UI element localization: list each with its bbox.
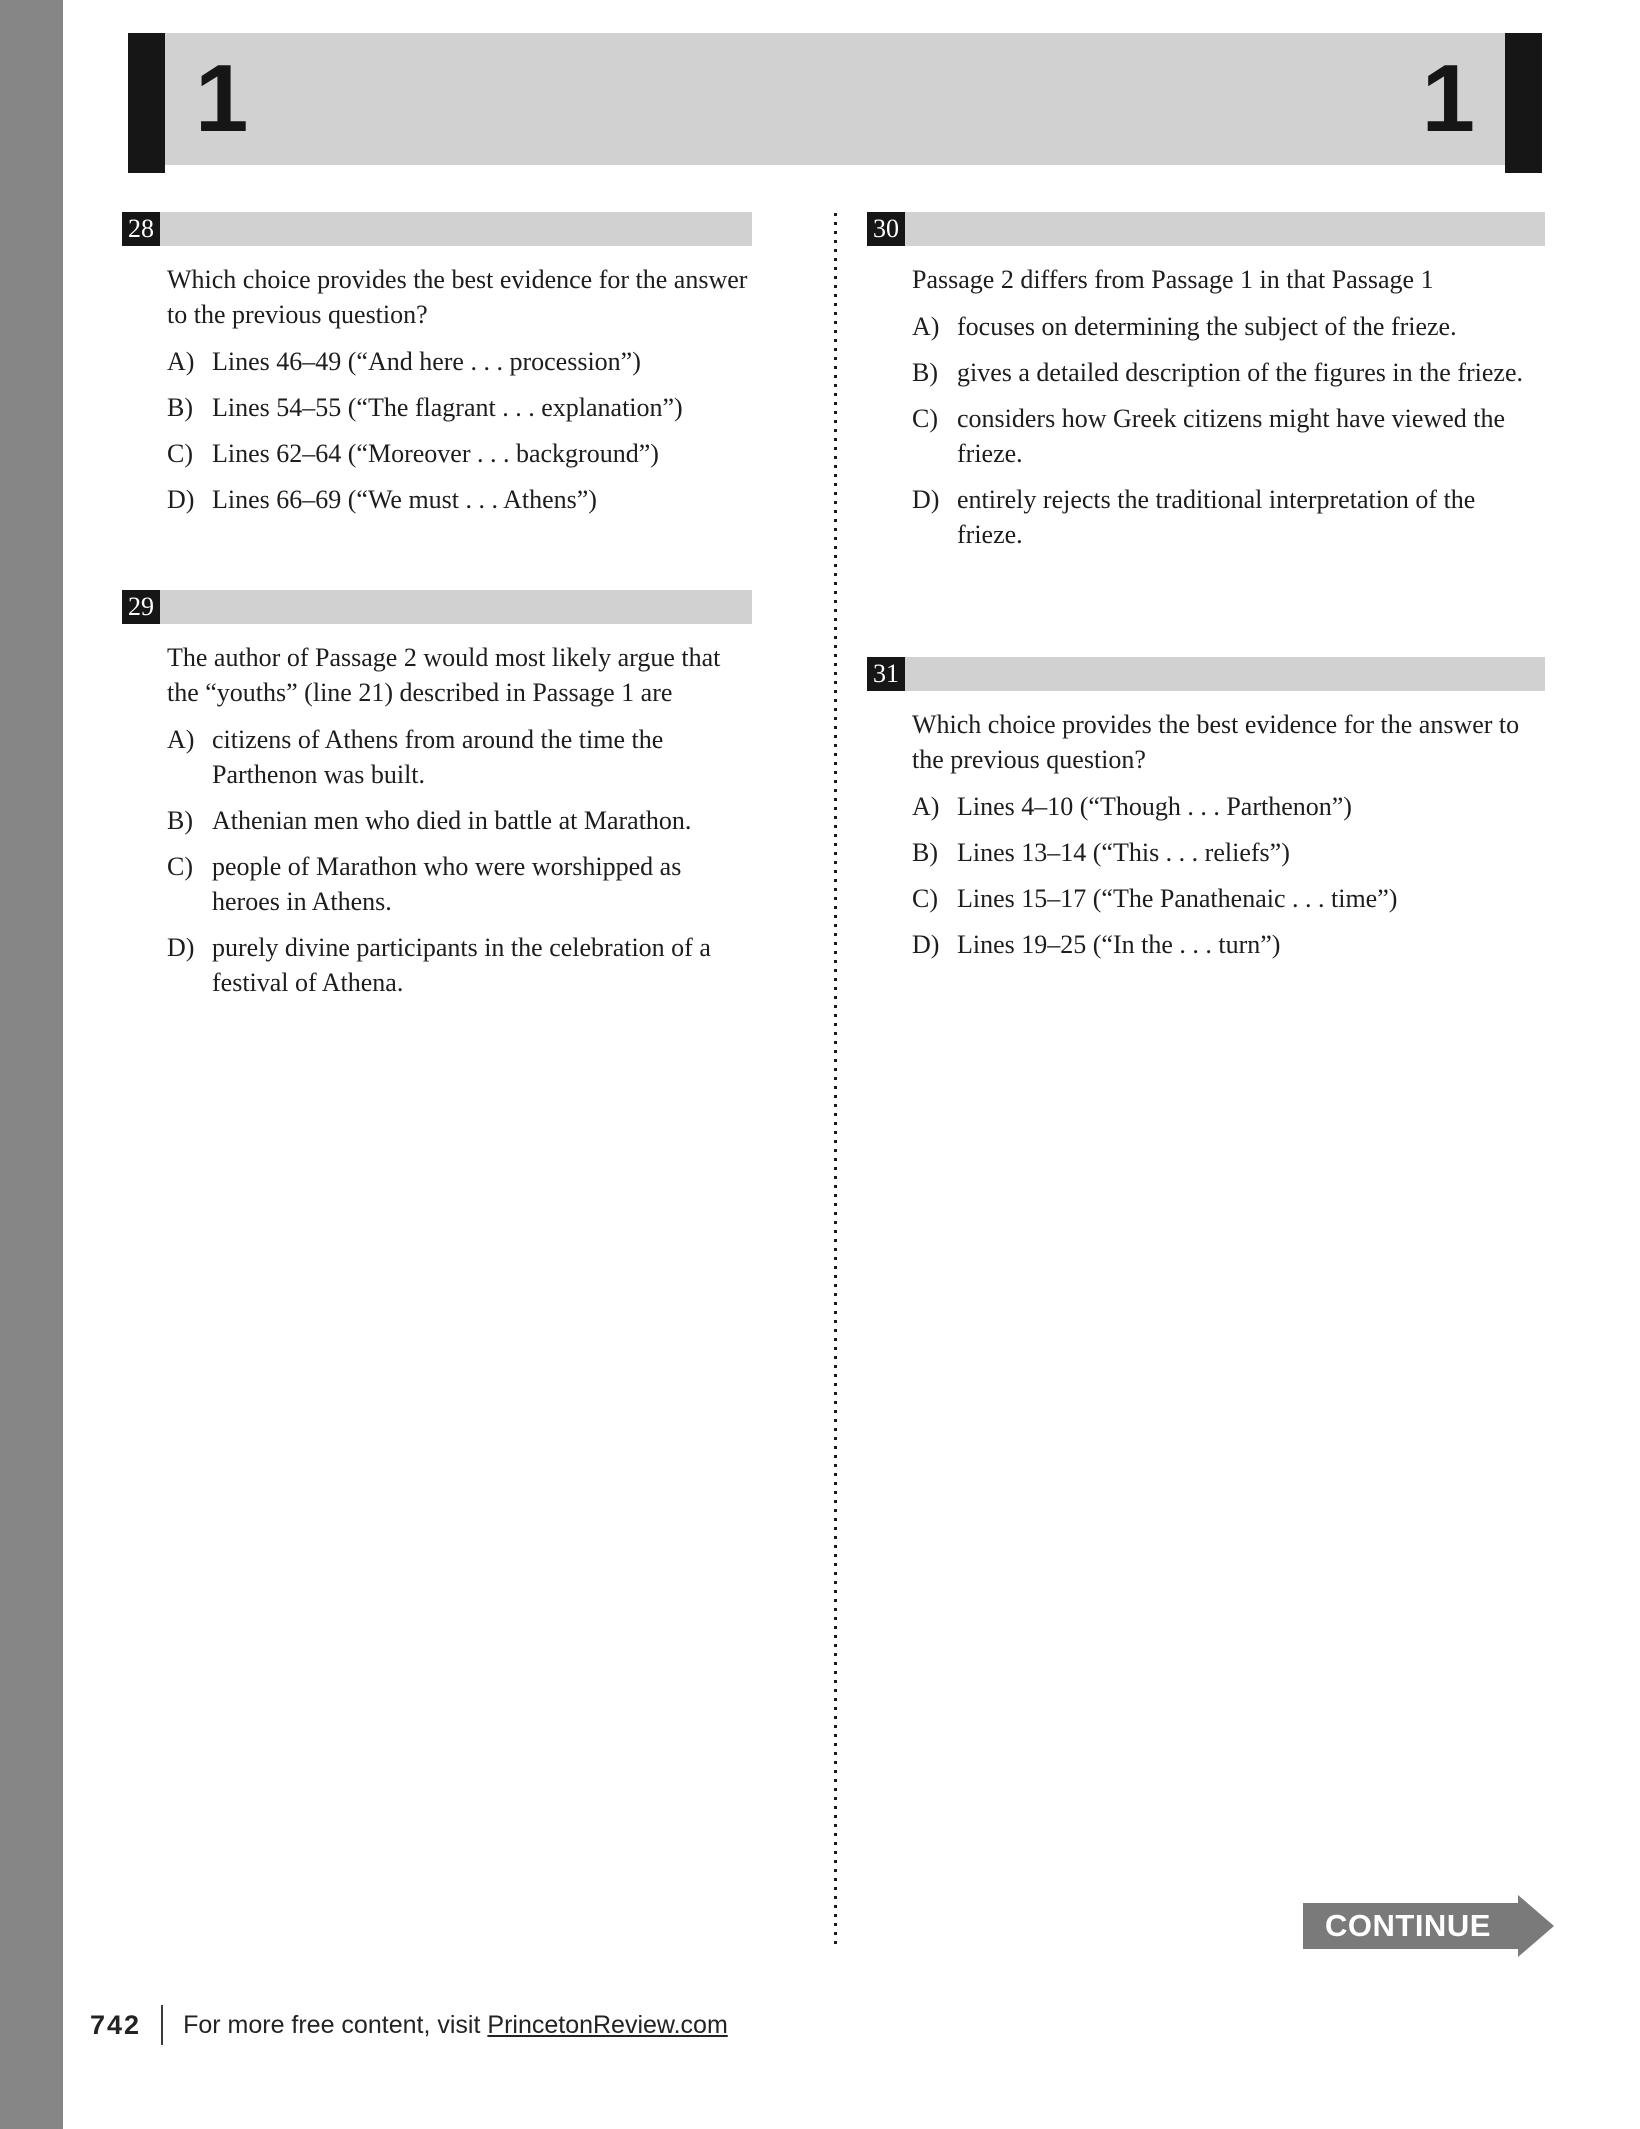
choice-text: Lines 46–49 (“And here . . . procession”) [212,347,641,376]
question-stem: Passage 2 differs from Passage 1 in that Passage 1 [912,265,1434,294]
question-number-bar [905,212,1545,246]
question-31 [867,657,1545,973]
choice-letter: B) [167,806,193,835]
choice-d [912,482,1545,552]
choice-b [912,355,1545,390]
choice-text: focuses on determining the subject of the frieze. [957,312,1457,341]
choice-text: Lines 15–17 (“The Panathenaic . . . time”) [957,884,1398,913]
section-header-left-bar [128,33,165,173]
choice-text: people of Marathon who were worshipped as heroes in Athens. [212,852,682,916]
question-number: 31 [867,657,905,691]
choice-b [167,390,752,425]
choice-a [912,789,1545,824]
choice-letter: C) [912,884,938,913]
choice-text: entirely rejects the traditional interpretation of the frieze. [957,485,1476,549]
column-divider [834,213,837,1950]
choice-letter: A) [167,347,195,376]
choice-letter: D) [912,485,940,514]
question-30-header [867,212,1545,246]
question-29-header [122,590,752,624]
footer-divider [161,2005,163,2045]
choice-text: Lines 54–55 (“The flagrant . . . explanation”) [212,393,683,422]
choice-a [167,722,752,792]
choice-letter: D) [167,933,195,962]
choice-text: Lines 4–10 (“Though . . . Parthenon”) [957,792,1352,821]
section-header-right-bar [1505,33,1542,173]
question-number-bar [905,657,1545,691]
choice-text: considers how Greek citizens might have viewed the frieze. [957,404,1505,468]
choice-c [167,849,752,919]
question-28 [122,212,752,528]
question-number: 30 [867,212,905,246]
continue-button[interactable] [1303,1895,1553,1956]
choice-d [912,927,1545,962]
section-number-left: 1 [195,45,249,152]
choice-a [912,309,1545,344]
section-header [128,33,1542,173]
question-stem: Which choice provides the best evidence for the answer to the previous question? [912,710,1520,774]
section-number-right: 1 [1421,45,1475,152]
question-28-header [122,212,752,246]
choice-text: Lines 62–64 (“Moreover . . . background”) [212,439,659,468]
footer-link[interactable]: PrincetonReview.com [487,2010,728,2039]
choice-d [167,930,752,1000]
choice-d [167,482,752,517]
choice-letter: A) [912,312,940,341]
choice-letter: A) [912,792,940,821]
choice-letter: D) [167,485,195,514]
choice-letter: C) [167,852,193,881]
footer-message: For more free content, visit [183,2010,481,2039]
choice-c [912,881,1545,916]
choice-c [167,436,752,471]
question-30 [867,212,1545,563]
choice-letter: B) [167,393,193,422]
choice-letter: D) [912,930,940,959]
choice-text: citizens of Athens from around the time the Parthenon was built. [212,725,664,789]
continue-label-box[interactable] [1303,1903,1518,1949]
choice-a [167,344,752,379]
choice-c [912,401,1545,471]
choice-text: Athenian men who died in battle at Marathon. [212,806,692,835]
choice-text: Lines 19–25 (“In the . . . turn”) [957,930,1281,959]
choice-letter: B) [912,358,938,387]
page-number: 742 [90,2009,142,2040]
choice-text: Lines 13–14 (“This . . . reliefs”) [957,838,1290,867]
section-header-band [165,33,1505,165]
page-edge-strip [0,0,63,2129]
choice-letter: B) [912,838,938,867]
question-stem: Which choice provides the best evidence for the answer to the previous question? [167,265,748,329]
question-stem: The author of Passage 2 would most likely argue that the “youths” (line 21) described in Passage 1 are [167,643,721,707]
choice-letter: C) [912,404,938,433]
choice-b [167,803,752,838]
choice-letter: C) [167,439,193,468]
choice-letter: A) [167,725,195,754]
question-number-bar [160,212,752,246]
choice-b [912,835,1545,870]
question-31-header [867,657,1545,691]
continue-arrow-icon [1518,1895,1554,1957]
choice-text: Lines 66–69 (“We must . . . Athens”) [212,485,597,514]
question-number: 28 [122,212,160,246]
question-29 [122,590,752,1011]
question-number-bar [160,590,752,624]
page-footer [90,2003,728,2047]
choice-text: purely divine participants in the celebration of a festival of Athena. [212,933,711,997]
choice-text: gives a detailed description of the figures in the frieze. [957,358,1524,387]
question-number: 29 [122,590,160,624]
continue-label: CONTINUE [1325,1908,1491,1943]
